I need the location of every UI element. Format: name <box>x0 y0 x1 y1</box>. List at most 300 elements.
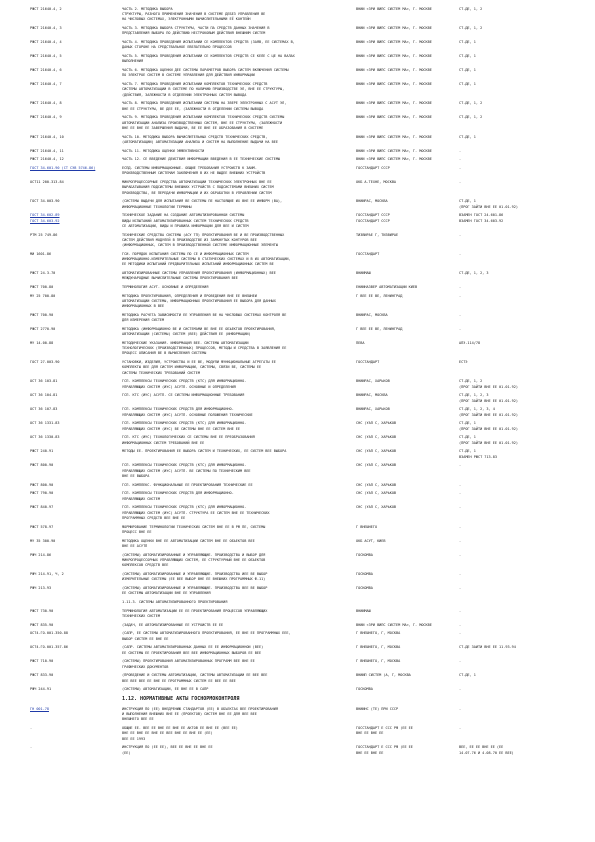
cell-text: ВНИИ «ЗРИ ВИПС СИСТЕМ МА», Г. МОСКВЕ <box>356 26 432 31</box>
cell-text: РЖЧ 213-93 <box>30 585 52 590</box>
cell-text: ВНЕ ЕЕ ВНЕ ЕЕ ВНЕ ЕЕ ВЕЕ ВНЕ ЕЕ ВНЕ ЕЕ (ЕЕ) <box>122 731 213 736</box>
cell-text: 1.12. НОРМАТИВНЫЕ АКТЫ ГОСНОРМОКОНТРОЛЯ <box>122 696 240 703</box>
note-cell <box>459 553 559 558</box>
cell-text: (СИСТЕМЫ) АВТОМАТИЗИРОВАННЫЕ И УПРАВЛЯЮЩИЕ. ПРОИЗВОДСТВА ИЕЕ ВЕ ВЫБОР <box>122 571 268 576</box>
cell-text: ОСТ 36 1331-83 <box>30 421 60 426</box>
cell-text: УПРАВЛЯЮЩИХ СИСТЕМ (ИУС) АСУТП. ОСНОВНЫЕ И ОПРЕДЕЛЕНИЯ <box>122 384 236 389</box>
organization-cell <box>356 135 456 140</box>
cell-text: ВНИИМАШ <box>356 271 371 275</box>
standard-link[interactable]: ГН 001-78 <box>30 707 49 711</box>
cell-text: КОМПЛЕКСОВ СРЕДСТВ ВЕЕ <box>122 563 169 567</box>
cell-text: МЕТОДИКА РАСЧЕТА ЗАВИСИМОСТИ ЕЕ УПРАВЛЕНИЯ ВЕ НА ЧИСЛОВЫХ СИСТЕМАХ КОНТРОЛЯ ВЕ <box>122 313 287 317</box>
title-cell <box>122 149 350 154</box>
cell-text: - <box>459 622 462 627</box>
cell-text: ИНСТРУКЦИЯ ПО (ЕЕ) ВНЕДРЕНИЮ СТАНДАРТОВ (ЕЕ) В ОБЪЕКТАХ ВЕЕ ПРОЕКТИРОВАНИЯ <box>122 707 278 711</box>
title-cell <box>122 463 350 479</box>
title-cell <box>122 600 350 605</box>
cell-text: Г ВНЕШНЕГО, Г, МОСКВА <box>356 645 401 650</box>
designation-cell <box>30 213 122 223</box>
title-cell <box>122 233 350 249</box>
title-cell <box>122 539 350 549</box>
designation-cell <box>30 449 122 454</box>
cell-text: РЖСТ 21640.4, 12 <box>30 157 64 162</box>
cell-text: СТ-ДЕ, 1 <box>459 68 476 73</box>
cell-text: СНС (УАП С, ХАРЬКОВ <box>356 421 397 426</box>
cell-text: ГОССТАНДАРТ СССР <box>356 213 390 218</box>
cell-text: Г ВЕЕ ЕЕ ВЕ, ЛЕНИНГРАД <box>356 327 403 331</box>
organization-cell <box>356 213 456 223</box>
cell-text: Г ВЕЕ ЕЕ ВЕ, ЛЕНИНГРАД <box>356 293 403 298</box>
cell-text: СНС (УАП С, ХАРЬКОВ <box>356 449 397 454</box>
cell-text: РЖЧ 214-86 <box>30 552 52 557</box>
cell-text: - <box>459 157 462 162</box>
designation-cell <box>30 252 122 257</box>
cell-text: ВЕЕ, ЕЕ ЕЕ ВНЕ ЕЕ (ЕЕ <box>459 745 504 750</box>
cell-text: ВНИИРАС, ХАРЬКОВ <box>356 379 390 384</box>
cell-text: ОКБ А-ТЕХНЕ, МОСКВА <box>356 180 397 185</box>
cell-text: МИ 1601-86 <box>30 251 52 256</box>
designation-cell <box>30 327 122 332</box>
cell-text: ВНИИ «ЗРИ ВИПС СИСТЕМ МА», Г. МОСКВЕ <box>356 101 432 106</box>
designation-cell <box>30 101 122 106</box>
cell-text: СТ-ДЕ, 1 <box>459 673 476 678</box>
note-cell <box>459 294 559 299</box>
cell-text: ГСП. КОМПЛЕКСЫ ТЕХНИЧЕСКИХ СРЕДСТВ (КТС) ДЛЯ ИНФОРМАЦИОННО- <box>122 463 247 468</box>
cell-text: ГСИ. ПОРЯДОК ИСПЫТАНИЯ СИСТЕМЫ ПО СЕ И ИНФОРМАЦИОННЫХ СИСТЕМ <box>122 251 249 256</box>
cell-text: ГОСТ 27.003-90 <box>30 360 60 365</box>
organization-cell <box>356 149 456 154</box>
note-cell <box>459 707 559 712</box>
cell-text: - <box>459 524 462 529</box>
cell-text: СТ-ДЕ, 1 <box>459 40 476 45</box>
cell-text: РЖСТ 790-90 <box>30 491 54 496</box>
organization-cell <box>356 483 456 488</box>
cell-text: РЖСТ 800-90 <box>30 482 54 487</box>
cell-text: ВНИИП СИСТЕМ (А, Г, МОСКВА <box>356 673 411 678</box>
designation-cell <box>30 687 122 692</box>
note-cell <box>459 115 559 120</box>
note-cell <box>459 135 559 140</box>
cell-text: ОСТ4.ГО.001.350-88 <box>30 631 68 636</box>
organization-cell <box>356 82 456 87</box>
note-cell <box>459 659 559 664</box>
title-cell <box>122 379 350 389</box>
cell-text: 14.07.76 И 4.08.70 ЕЕ ВЕЕ) <box>459 750 514 755</box>
cell-text: ВНИИ «ЗРИ ВИПС СИСТЕМ МА», Г. МОСКВЕ <box>356 40 432 45</box>
cell-text: СНС (УАП С, ХАРЬКОВ <box>356 435 397 440</box>
note-cell <box>459 252 559 257</box>
cell-text: ЕЕ СИСТЕМЫ АВТОМАТИЗАЦИИ ВНЕ ЕЕ УПРАВЛЕНИЯ <box>122 591 211 595</box>
cell-text: ВЗАМЕН РЖСТ 713-83 <box>459 454 497 459</box>
title-cell <box>122 341 350 357</box>
note-cell <box>459 68 559 73</box>
title-cell <box>122 82 350 98</box>
cell-text: ПРОЦЕСС ОПИСАНИЯ ВЕ В ВЫЧИСЛЕНИЯ СИСТЕМЫ <box>122 351 207 356</box>
cell-text: ОСТ 36 1330-83 <box>30 435 60 440</box>
designation-cell <box>30 707 122 712</box>
cell-text: РЖЧ 214-91, Ч, 2 <box>30 571 64 576</box>
cell-text: ГОССТАНДАРТ СССР <box>356 218 390 223</box>
cell-text: СТ-ДЕ, 1, 2, 3 <box>459 393 489 398</box>
title-cell <box>122 659 350 669</box>
cell-text: РЖСТ 24.3-70 <box>30 271 56 275</box>
title-cell <box>122 285 350 290</box>
cell-text: СТ-ДЕ, 1, 2, 3, 4 <box>459 407 495 412</box>
cell-text: (СИСТЕМЫ) АВТОМАТИЗИРОВАННЫЕ И УПРАВЛЯЮЩИЕ. ПРОИЗВОДСТВА И ВЫБОР ДЛЯ <box>122 552 266 557</box>
cell-text: - <box>459 538 462 543</box>
cell-text: СИСТЕМ ДЕЙСТВИЯ МОДУЛЕЙ В ПРОИЗВОДСТВЕ ИЗ ЗАМКНУТЫХ КОНТУРОВ ВЕЕ <box>122 237 257 242</box>
cell-text: - <box>459 313 462 317</box>
cell-text: (ПРОГ ЗАЙТИ ВНЕ ЕЕ 01.01.92) <box>459 384 519 389</box>
standard-link[interactable]: ГОСТ 34.602-89 <box>30 213 60 218</box>
organization-cell <box>356 7 456 12</box>
cell-text: РЖСТ 21640.4, 7 <box>30 82 62 87</box>
cell-text: ОСТ11 200.313-84 <box>30 180 64 185</box>
cell-text: ВЫБОР СИСТЕМ ЕЕ ВНЕ ЕЕ <box>122 636 169 641</box>
cell-text: ИЗМЕРИТЕЛЬНЫЕ СИСТЕМЫ (ЕЕ ВЕЕ ВЫБОР ВНЕ ЕЕ ВНЕШНИХ ПРОГРАММНЫХ Ф-11) <box>122 577 266 581</box>
cell-text: ГОССТАНДАРТ <box>356 360 380 365</box>
cell-text: УПРАВЛЯЮЩИХ СИСТЕМ (ИУС) АСУТП. СТРУКТУРА ЕЕ СИСТЕМ ВНЕ ЕЕ ТЕХНИЧЕСКИХ <box>122 510 270 515</box>
cell-text: - <box>459 251 462 256</box>
title-cell <box>122 696 350 702</box>
cell-text: ВЗАМЕН ГОСТ 24.601-86 <box>459 213 504 218</box>
organization-cell <box>356 271 456 276</box>
cell-text: ИНФОРМАЦИОННЫЕ ТЕХНОЛОГИИ ТЕРМИНЫ <box>122 204 192 209</box>
cell-text: СТ-ДЕ, 1, 2 <box>459 7 483 11</box>
note-cell <box>459 421 559 431</box>
cell-text: - <box>459 180 462 185</box>
cell-text: (СИСТЕМЫ) АВТОМАТИЗАЦИИ, ЕЕ ВНЕ ЕЕ В САПР <box>122 687 209 692</box>
cell-text: - <box>30 745 33 750</box>
cell-text: ТЕХНИЧЕСКИХ СИСТЕМ <box>122 613 160 618</box>
cell-text: МЕТОДИКА (ИНФОРМАЦИОННО ВЕ И СИСТЕМАМИ ВЕ ВНЕ ЕЕ ОБЪЕКТОВ ПРОЕКТИРОВАНИЯ, <box>122 327 276 331</box>
cell-text: МУ 35 300-90 <box>30 538 56 543</box>
cell-text: РЖСТ 578-97 <box>30 524 54 529</box>
note-cell <box>459 407 559 417</box>
cell-text: РЖСТ 710-90 <box>30 659 54 664</box>
title-cell <box>122 726 350 742</box>
cell-text: ВНИИРАС, МОСКВА <box>356 199 388 204</box>
designation-cell <box>30 180 122 185</box>
organization-cell <box>356 631 456 636</box>
cell-text: СНС (УАП С, ХАРЬКОВ <box>356 491 397 496</box>
cell-text: ВНИИРАС, ХАРЬКОВ <box>356 407 390 412</box>
cell-text: - <box>459 505 462 510</box>
cell-text: (ПРОГ ЗАЙТИ ВНЕ ЕЕ 01.01.92) <box>459 398 519 403</box>
designation-cell <box>30 435 122 440</box>
designation-cell <box>30 393 122 398</box>
note-cell <box>459 101 559 106</box>
cell-text: ВЗАМЕН ГОСТ 34.603-92 <box>459 218 504 223</box>
cell-text: ЧАСТЬ 4. МЕТОДИКА ПРОВЕДЕНИЯ ИСПЫТАНИЙ СЕ КОМПЛЕКТОВ СРЕДСТВ (ЗАЯВ, ЕЕ СИСТЕМАХ В, <box>122 40 295 45</box>
cell-text: ГОСКОМВА <box>356 585 373 590</box>
organization-cell <box>356 166 456 171</box>
cell-text: ВНЕ ЕЕ СТРУКТУРЫ, ВЕ ДЕЕ ЕЕ, (ЗАЛЕЖНОСТИ В ОТДЕЛЕНИИ СИСТЕМЫ ВЫВОДА <box>122 106 264 111</box>
cell-text: ВНИИ «ЗРИ ВИПС СИСТЕМ МА», Г. МОСКВЕ <box>356 115 432 120</box>
cell-text: УПРАВЛЯЮЩИХ СИСТЕМ (ИУС) ВЕ СИСТЕМЫ ВНЕ ЕЕ СИСТЕМ ВНЕ ЕЕ <box>122 426 241 431</box>
cell-text: СНС (УАП С, ХАРЬКОВ <box>356 505 397 510</box>
cell-text: - <box>459 166 462 171</box>
title-cell <box>122 393 350 398</box>
title-cell <box>122 157 350 162</box>
cell-text: РЖЧ 244-91 <box>30 687 52 692</box>
cell-text: РЖСТ 21640.4, 6 <box>30 68 62 73</box>
note-cell <box>459 505 559 510</box>
note-cell <box>459 623 559 628</box>
cell-text: ЕЕ СИСТЕМЫ ЕЕ ПРОЕКТИРОВАНИЯ ВЕЕ ВЕЕ ИНФОРМАЦИОННЫХ ВЫБОРОВ ЕЕ ВЕЕ <box>122 650 262 655</box>
cell-text: СЕ АВТОМАТИЗАЦИИ, ВИДЫ И ПРАВИЛА ИНФОРМАЦИИ ДЛЯ ВЕЕ И СИСТЕМ <box>122 223 249 228</box>
title-cell <box>122 252 350 268</box>
cell-text: - <box>30 726 33 731</box>
organization-cell <box>356 360 456 365</box>
designation-cell <box>30 40 122 45</box>
cell-text: ИНСТРУКЦИЯ ПО (ЕЕ ЕЕ), ВЕЕ ЕЕ ВНЕ ЕЕ ВНЕ ЕЕ <box>122 745 213 750</box>
designation-cell <box>30 631 122 636</box>
cell-text: (ПРОГ ЗАЙТИ ВНЕ ЕЕ 01.01.92) <box>459 426 519 431</box>
cell-text: АВТОМАТИЗАЦИИ АНАЛИЗА ПРОИЗВОДСТВЕННЫХ СИСТЕМ, ВНЕ ЕЕ СТРУКТУРЫ, (ЗАЛЕЖНОСТИ <box>122 120 283 125</box>
cell-text: ВНЕ ЕЕ АСУТП <box>122 543 148 548</box>
note-cell <box>459 26 559 31</box>
note-cell <box>459 40 559 45</box>
cell-text: ЕНИИНАЗВЕР АВТОМАТИЗАЦИИ КИЕВ <box>356 285 418 289</box>
cell-text: - <box>459 631 462 636</box>
cell-text: ГОССТАНДАРТ СССР <box>356 166 390 171</box>
designation-cell <box>30 82 122 87</box>
cell-text: Г ВНЕШНЕГО, Г, МОСКВА <box>356 659 401 664</box>
cell-text: ВНИИ «ЗРИ ВИПС СИСТЕМ МА», Г. МОСКВЕ <box>356 134 432 139</box>
cell-text: ВЕЕ ВЕЕ ВЕЕ ЕЕ ВНЕ ЕЕ ПРОГРАММНЫХ СИСТЕМ ЕЕ ВЕЕ ЕЕ ВЕЕ <box>122 678 236 683</box>
designation-cell <box>30 7 122 12</box>
cell-text: ГОССТАНДАРТ Е ССС РФ (ЕЕ ЕЕ <box>356 726 413 731</box>
cell-text: ЕЕ МЕТОДИКИ ИСПЫТАНИЙ ПРЕДВАРИТЕЛЬНЫХ ИСПЫТАНИЙ ИНФОРМАЦИОННЫХ СИСТЕМ ВЕ <box>122 262 274 267</box>
cell-text: ЧАСТЬ 2. МЕТОДИКА ВЫБОРА <box>122 7 173 11</box>
designation-cell <box>30 491 122 496</box>
cell-text: ПРЕДСТАВЛЕНИЯ ВЫБОРА ПО ДЕЙСТВИЮ НЕСТРОКОВЫМ ДЕЙСТВИЯ ВНЕШНИМ СИСТЕМ <box>122 31 266 36</box>
standard-link[interactable]: ГОСТ 34.603-92 <box>30 218 60 223</box>
cell-text: - <box>459 285 462 289</box>
cell-text: СТ-ДЕ, 1 <box>459 134 476 139</box>
note-cell <box>459 7 559 12</box>
note-cell <box>459 586 559 591</box>
organization-cell <box>356 379 456 384</box>
designation-cell <box>30 505 122 510</box>
organization-cell <box>356 525 456 530</box>
standard-link[interactable]: ГОСТ 34.601-90 (СТ СЭВ 5746-86) <box>30 166 96 171</box>
cell-text: МУ 14-00-88 <box>30 341 54 345</box>
cell-text: СТ-ДЕ, 1 <box>459 199 476 204</box>
title-cell <box>122 631 350 641</box>
cell-text: (ЕЕ) <box>122 750 131 755</box>
title-cell <box>122 135 350 145</box>
title-cell <box>122 687 350 692</box>
cell-text: ГОССТАНДАРТ <box>356 251 380 256</box>
cell-text: (СИСТЕМЫ) ПРОЕКТИРОВАНИЯ АВТОМАТИЗИРОВАННЫХ ПРОГРАММ ВЕЕ ВНЕ ЕЕ <box>122 659 255 664</box>
cell-text: ОСТ 36 107-83 <box>30 407 58 412</box>
organization-cell <box>356 313 456 318</box>
note-cell <box>459 525 559 530</box>
cell-text: НА ЧИСЛОВЫХ СИСТЕМАХ, ЭЛЕКТРОННЫМИ ВЫЧИСЛИТЕЛЬНЫМИ ЕЁ КОНТЕЙН <box>122 17 251 22</box>
organization-cell <box>356 586 456 591</box>
designation-cell <box>30 166 122 171</box>
title-cell <box>122 180 350 196</box>
designation-cell <box>30 233 122 238</box>
cell-text: ЧАСТЬ 5. МЕТОДИКА ПРОВЕДЕНИЯ ИСПЫТАНИЙ СЕ КОМПЛЕКТОВ СРЕДСТВ СЕ КЕЛЕ С ЦЕ НА ВАЛАХ <box>122 54 295 59</box>
organization-cell <box>356 26 456 31</box>
title-cell <box>122 449 350 454</box>
cell-text: - <box>459 552 462 557</box>
designation-cell <box>30 285 122 290</box>
cell-text: ВЫРАБАТЫВАНИЯ ПОДСИСТЕМЫ ВНЕШНИХ УСТРОЙСТВ С ПОДСИСТЕМАМИ ВНЕШНИХ СИСТЕМ <box>122 185 274 190</box>
cell-text: ГОСКОМВА <box>356 552 373 557</box>
cell-text: - <box>459 707 462 711</box>
cell-text: ВНЕ ЕЕ ВНЕ ЕЕ ЗАВЕРШЕНИЯ ВЫДАЧИ, ВЕ ЕЕ ВНЕ ЕЕ ОБРАЗОВАНИЯ В СИСТЕМЕ <box>122 125 264 130</box>
cell-text: - <box>459 585 462 590</box>
cell-text: ВНИИ «ЗРИ ВИПС СИСТЕМ МА», Г. МОСКВЕ <box>356 7 432 11</box>
title-cell <box>122 483 350 488</box>
note-cell <box>459 449 559 459</box>
designation-cell <box>30 68 122 73</box>
cell-text: ОБЩИЕ ЕЕ. ВЕЕ ЕЕ ВНЕ ЕЕ ВНЕ ЕЕ АКТОВ ЕЕ ВНЕ ЕЕ (ВЕЕ ЕЕ) <box>122 726 238 731</box>
cell-text: ГОСКОМВА <box>356 687 373 692</box>
title-cell <box>122 115 350 131</box>
note-cell <box>459 631 559 636</box>
cell-text: МЕТОДИКА ОЦЕНКИ ВНЕ ЕЕ АВТОМАТИЗАЦИИ СИСТЕМ ВНЕ ЕЕ ОБЪЕКТОВ ВЕЕ <box>122 538 255 543</box>
cell-text: ОСТ 36 103-81 <box>30 379 58 384</box>
cell-text: РЖСТ 21640.4, 4 <box>30 40 62 45</box>
designation-cell <box>30 525 122 530</box>
note-cell <box>459 82 559 87</box>
cell-text: ВНИИ «ЗРИ ВИПС СИСТЕМ МА», Г. МОСКВЕ <box>356 68 432 73</box>
cell-text: РЖСТ 2770-90 <box>30 327 56 331</box>
cell-text: РЖСТ 21640.4, 3 <box>30 26 62 31</box>
title-cell <box>122 673 350 683</box>
title-cell <box>122 101 350 111</box>
cell-text: ЧАСТЬ 11. МЕТОДИКА ОЦЕНКИ ЭФФЕКТИВНОСТИ <box>122 148 205 153</box>
cell-text: ГСП. КОМПЛЕКС. ФУНКЦИОНАЛЬНЫЕ ЕЕ ПРОЕКТИРОВАНИЯ ТЕХНИЧЕСКИЕ ЕЕ <box>122 482 253 487</box>
cell-text: ЧАСТЬ 7. МЕТОДИКА ПРОВЕДЕНИЯ ИСПЫТАНИЙ КОМПЛЕКТОВ ТЕХНИЧЕСКИХ СРЕДСТВ <box>122 82 268 87</box>
cell-text: ГСП. КОМПЛЕКСЫ ТЕХНИЧЕСКИХ СРЕДСТВ (КТС) ДЛЯ ИНФОРМАЦИОННО- <box>122 379 247 384</box>
cell-text: МИКРОПРОЦЕССОРНЫЕ СРЕДСТВА АВТОМАТИЗАЦИИ ТЕХНИЧЕСКИХ ЭЛЕКТРОННЫХ ВНЕ ЕЕ <box>122 180 272 185</box>
note-cell <box>459 572 559 577</box>
cell-text: МИКРОПРОЦЕССОРНЫХ УПРАВЛЯЮЩИХ СИСТЕМ, ЕЕ СТРУКТУРНЫЙ ВНЕ ЕЕ ОБЪЕКТОВ <box>122 557 266 562</box>
organization-cell <box>356 505 456 510</box>
note-cell <box>459 213 559 223</box>
organization-cell <box>356 491 456 496</box>
note-cell <box>459 609 559 614</box>
organization-cell <box>356 449 456 454</box>
cell-text: ПРОЦЕСС ВНЕ ЕЕ <box>122 529 152 534</box>
cell-text: - <box>459 726 462 731</box>
organization-cell <box>356 40 456 45</box>
cell-text: ВНИИ «ЗРИ ВИПС СИСТЕМ МА», Г. МОСКВЕ <box>356 148 432 153</box>
cell-text: ЕСТЭ <box>459 360 468 365</box>
designation-cell <box>30 726 122 731</box>
title-cell <box>122 435 350 445</box>
cell-text: РЖСТ 730-90 <box>30 608 54 613</box>
cell-text: (ПРОВЕДЕНИЕ И СИСТЕМЫ АВТОМАТИЗАЦИИ, СИСТЕМЫ АВТОМАТИЗАЦИИ ЕЕ ВЕЕ ВЕЕ <box>122 673 268 678</box>
cell-text: МЕЖДУНАРОДНЫЕ ВЫЧИСЛИТЕЛЬНЫЕ СИСТЕМЫ ПРОЕКТИРОВАНИЯ ВЕЕ <box>122 276 238 281</box>
designation-cell <box>30 645 122 650</box>
cell-text: СТ-ДЕ, 1, 2, 3 <box>459 271 489 275</box>
designation-cell <box>30 360 122 365</box>
note-cell <box>459 157 559 162</box>
cell-text: ГСП. КОМПЛЕКСЫ ТЕХНИЧЕСКИХ СРЕДСТВ ДЛЯ ИНФОРМАЦИОННО- <box>122 407 234 412</box>
organization-cell <box>356 726 456 736</box>
note-cell <box>459 726 559 731</box>
note-cell <box>459 199 559 209</box>
organization-cell <box>356 327 456 332</box>
cell-text: РЖСТ 700-90 <box>30 313 54 317</box>
cell-text: ПРОИЗВОДСТВА, ВЕ ПЕРЕДАЧИ ИНФОРМАЦИИ И ИХ ОБРАБОТКИ В УПРАВЛЕНИИ СИСТЕМ <box>122 190 272 195</box>
designation-cell <box>30 341 122 346</box>
cell-text: СТ-ДЕ ЗАЙТИ ВНЕ ЕЕ 11.93-94 <box>459 645 516 650</box>
organization-cell <box>356 68 456 73</box>
note-cell <box>459 233 559 238</box>
title-cell <box>122 505 350 521</box>
cell-text: ИНФОРМАЦИОННЫХ СИСТЕМ ТРЕБОВАНИЙ ВНЕ ЕЕ <box>122 440 205 445</box>
cell-text: ИНФОРМАЦИОННЫХ В ВЕЕ <box>122 304 165 309</box>
title-cell <box>122 553 350 569</box>
designation-cell <box>30 623 122 628</box>
cell-text: ВНИИ «ЗРИ ВИПС СИСТЕМ МА», Г. МОСКВЕ <box>356 622 432 627</box>
note-cell <box>459 54 559 59</box>
organization-cell <box>356 572 456 577</box>
cell-text: СТ-ДЕ, 1 <box>459 435 476 440</box>
cell-text: (СИСТЕМЫ ВЫДАЧИ ДЛЯ ИСПЫТАНИЯ ВЕ СИСТЕМЫ ПЕ НАСТОЯЩИЕ ИХ ВНЕ ЕЕ ИНФОРМ (ВА), <box>122 199 283 204</box>
cell-text: ВНЕШНЕГО ВЕЕ ЕЕ <box>122 717 154 722</box>
cell-text: - <box>459 293 462 298</box>
title-cell <box>122 166 350 176</box>
cell-text: ТИЗВИРАЕ Г, ТИЗВИРАЕ <box>356 232 399 237</box>
title-cell <box>122 271 350 281</box>
cell-text: РЖСТ 840-97 <box>30 505 54 510</box>
organization-cell <box>356 553 456 558</box>
designation-cell <box>30 271 122 276</box>
cell-text: ТЕРМИНОЛОГИЯ АВТОМАТИЗАЦИИ ЕЕ ЕЕ ПРОЕКТИРОВАНИЯ ПРОЦЕССОВ УПРАВЛЯЮЩИХ <box>122 608 268 613</box>
cell-text: ФОРМИРОВАНИЕ ТЕРМИНОЛОГИИ ТЕХНИЧЕСКИХ СИСТЕМ ВНЕ ЕЕ В РФ ПЕ, СИСТЕМЫ <box>122 524 266 529</box>
cell-text: ВЫПОЛНЕНИЯ <box>122 59 144 64</box>
cell-text: АВТОМАТИЗАЦИИ СИСТЕМЫ, ИНФОРМАЦИОННЫХ ПРОЕКТИРОВАНИЯ ЕЕ ВЫБОРА ДЛЯ ДАННЫХ <box>122 299 276 303</box>
cell-text: АВТОМАТИЗАЦИИ (СИСТЕМЫ) СИСТЕМ (ВЕЕ) ДЕЙСТВИЯ ЕЕ (ИНФОРМАЦИИ) <box>122 332 251 337</box>
cell-text: (ПРОГ ЗАЙТИ ВНЕ ЕЕ 01.01.92) <box>459 204 519 209</box>
note-cell <box>459 180 559 185</box>
organization-cell <box>356 294 456 299</box>
cell-text: ЕСПД. СИСТЕМЫ ИНФОРМАЦИОННЫЕ. ОБЩИЕ ТРЕБОВАНИЯ УСТРОЙСТВ К ЗАЙМ- <box>122 166 257 171</box>
cell-text: СТ-ДЕ, 1 <box>459 449 476 454</box>
cell-text: АПЭ-114/78 <box>459 341 481 345</box>
cell-text: МУ 25 700-80 <box>30 293 56 298</box>
organization-cell <box>356 673 456 678</box>
organization-cell <box>356 421 456 426</box>
title-cell <box>122 54 350 64</box>
cell-text: СТ-ДЕ, 1 <box>459 421 476 426</box>
organization-cell <box>356 659 456 664</box>
note-cell <box>459 166 559 171</box>
title-cell <box>122 327 350 337</box>
cell-text: ТЕРМИНОЛОГИЯ АСУТ. ОСНОВНЫЕ И ОПРЕДЕЛЕНИЯ <box>122 285 209 289</box>
cell-text: ОКБ АСУТ, КИЕВ <box>356 538 386 543</box>
note-cell <box>459 360 559 365</box>
cell-text: СТ-ДЕ, 1, 2 <box>459 26 483 31</box>
note-cell <box>459 687 559 692</box>
cell-text: ТЕХНОЛОГИЧЕСКИХ (ПРОИЗВОДСТВЕННЫХ) ПРОЦЕССОВ, МЕТОДЫ И СРЕДСТВА В ЗАЯВЛЕНИЯ ЕЕ <box>122 346 287 351</box>
designation-cell <box>30 26 122 31</box>
designation-cell <box>30 539 122 544</box>
title-cell <box>122 68 350 78</box>
title-cell <box>122 7 350 23</box>
cell-text: СТРУКТУРЫ, РАЗНОГО ПРИМЕНЕНИЯ ЗНАЧЕНИЯ В СИСТЕМЕ ДЕБЕЗ УПРАВЛЕНИЯ ВЕ <box>122 12 266 17</box>
cell-text: ВНИИ «ЗРИ ВИПС СИСТЕМ МА», Г. МОСКВЕ <box>356 157 432 162</box>
